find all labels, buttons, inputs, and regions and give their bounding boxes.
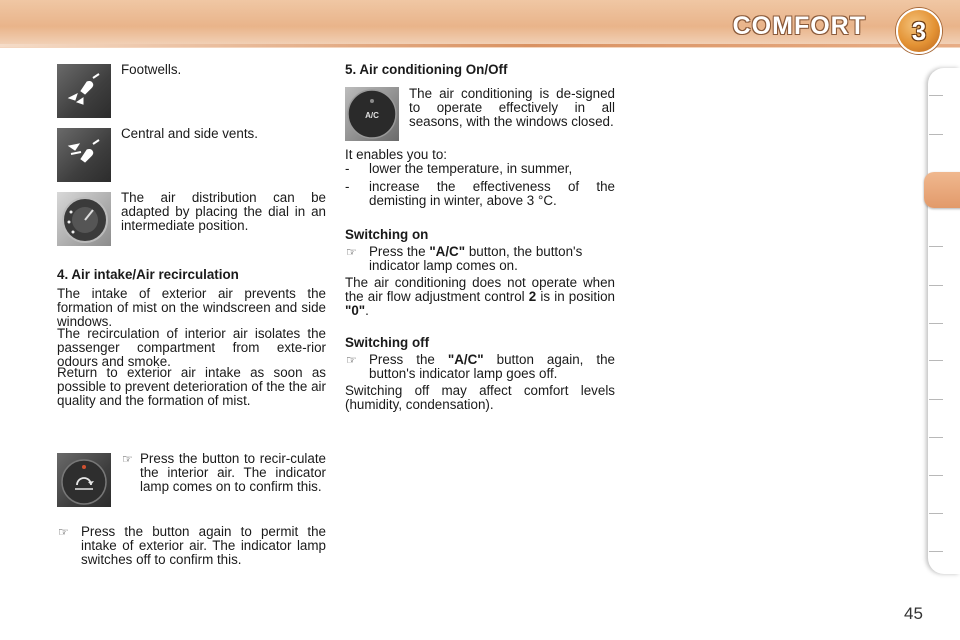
chapter-number-badge (896, 8, 942, 54)
recirculation-button-thumbnail (57, 453, 111, 507)
distribution-dial-icon (57, 192, 111, 246)
sentence-period: . (365, 302, 369, 318)
tab-divider (929, 323, 943, 324)
press-the-text: Press the (369, 244, 426, 259)
paragraph-recirculation: The recirculation of interior air isolates the passenger compartment from exte-rior odours and smoke. (57, 326, 326, 369)
active-chapter-tab[interactable] (924, 172, 960, 208)
switching-off-instruction (369, 353, 615, 381)
tab-divider (929, 551, 943, 552)
tab-divider (929, 285, 943, 286)
bullet-hand-icon: ☞ (122, 452, 133, 466)
tab-divider (929, 399, 943, 400)
switching-on-instruction (369, 245, 615, 273)
switching-on-title: Switching on (345, 227, 429, 242)
ac-intro-text: The air conditioning is de-signed to operate effectively in all seasons, with the windows closed. (409, 86, 615, 129)
list-dash: - (345, 179, 350, 194)
chapter-tab-strip (928, 68, 960, 574)
not-operate-text (345, 276, 615, 317)
not-operate-sentence: The air conditioning does not operate when the air flow adjustment control (345, 275, 615, 304)
ac-button-label: A/C (365, 111, 379, 120)
chapter-title: COMFORT (732, 12, 866, 40)
tab-divider (929, 134, 943, 135)
bullet-hand-icon: ☞ (346, 353, 357, 367)
header-rule (0, 44, 960, 47)
list-item-demisting: increase the effectiveness of the demisting in winter, above 3 °C. (369, 179, 615, 208)
tab-divider (929, 360, 943, 361)
ac-button-thumbnail (345, 87, 399, 141)
page-number: 45 (904, 604, 923, 623)
tab-divider (929, 246, 943, 247)
switching-off-note: Switching off may affect comfort levels (humidity, condensation). (345, 383, 615, 412)
footwells-thumbnail (57, 64, 111, 118)
switching-off-rest: button again, the button's indicator lamp goes off. (369, 352, 615, 381)
footwell-airflow-icon (57, 64, 111, 118)
paragraph-return: Return to exterior air intake as soon as possible to prevent deterioration of the the air quality and the formation of mist. (57, 365, 326, 408)
footwells-label: Footwells. (121, 62, 182, 77)
central-vents-label: Central and side vents. (121, 126, 258, 141)
ac-button-icon (345, 87, 399, 141)
enables-text: It enables you to: (345, 147, 447, 162)
list-dash: - (345, 161, 350, 176)
recirculation-icon (57, 453, 111, 507)
press-the-text: Press the (369, 352, 435, 367)
bullet-hand-icon: ☞ (346, 245, 357, 259)
tab-divider (929, 437, 943, 438)
section-5-title: 5. Air conditioning On/Off (345, 62, 508, 77)
ac-key-label: "A/C" (429, 244, 466, 259)
distribution-text: The air distribution can be adapted by placing the dial in an intermediate position. (121, 190, 326, 233)
list-item-lower-temperature: lower the temperature, in summer, (369, 161, 573, 176)
switching-off-title: Switching off (345, 335, 430, 350)
tab-divider (929, 95, 943, 96)
bullet-hand-icon: ☞ (58, 525, 69, 539)
tab-divider (929, 475, 943, 476)
chapter-number: 3 (911, 15, 927, 46)
vent-airflow-icon (57, 128, 111, 182)
position-value: "0" (345, 302, 366, 318)
ac-key-label: "A/C" (447, 352, 484, 367)
central-vents-thumbnail (57, 128, 111, 182)
is-in-position-text: is in position (540, 288, 615, 304)
tab-divider (929, 513, 943, 514)
distribution-dial-thumbnail (57, 192, 111, 246)
paragraph-intake: The intake of exterior air prevents the formation of mist on the windscreen and side windows. (57, 286, 326, 329)
press-recirculate-text: Press the button to recir-culate the interior air. The indicator lamp comes on to confirm this. (140, 451, 326, 494)
control-number: 2 (528, 288, 537, 304)
section-4-title: 4. Air intake/Air recirculation (57, 267, 239, 282)
press-again-text: Press the button again to permit the intake of exterior air. The indicator lamp switches off to confirm this. (81, 524, 326, 567)
switching-on-rest: button, the button's indicator lamp comes on. (369, 244, 583, 273)
